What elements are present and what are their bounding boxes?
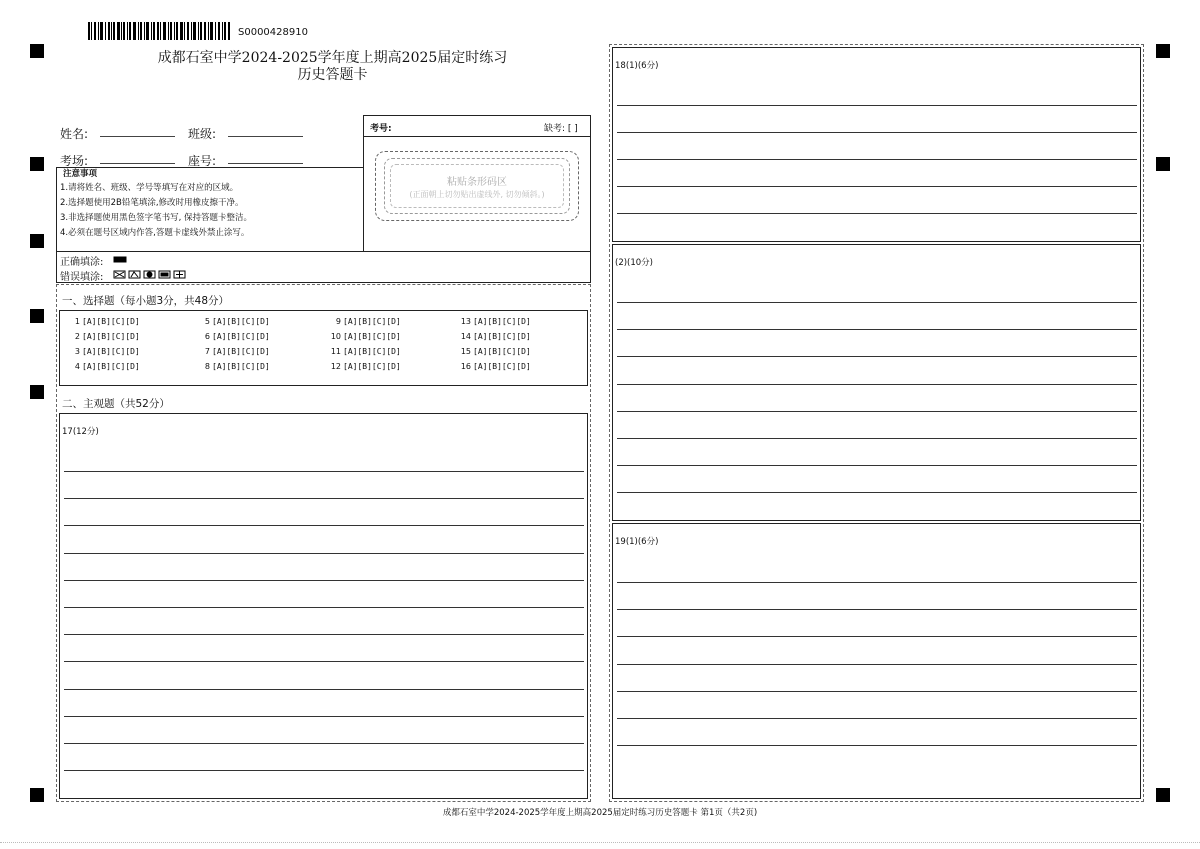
wrong-fill-label: 错误填涂: xyxy=(60,272,104,283)
exam-number-header-divider xyxy=(363,136,591,137)
answer-line[interactable] xyxy=(617,356,1137,357)
q18-1-label: 18(1)(6分) xyxy=(615,61,659,71)
registration-mark xyxy=(1156,157,1170,171)
answer-line[interactable] xyxy=(64,525,584,526)
registration-mark xyxy=(30,234,44,248)
answer-line[interactable] xyxy=(617,384,1137,385)
choice-question[interactable]: 9 [A][B][C][D] xyxy=(335,317,401,326)
answer-line[interactable] xyxy=(64,471,584,472)
choice-question[interactable]: 1 [A][B][C][D] xyxy=(74,317,140,326)
room-label: 考场: xyxy=(60,154,89,168)
answer-line[interactable] xyxy=(64,498,584,499)
choice-question[interactable]: 2 [A][B][C][D] xyxy=(74,332,140,341)
section1-title: 一、选择题（每小题3分，共48分） xyxy=(62,295,230,307)
registration-mark xyxy=(30,788,44,802)
registration-mark xyxy=(30,157,44,171)
answer-line[interactable] xyxy=(617,718,1137,719)
answer-line[interactable] xyxy=(64,743,584,744)
choice-question[interactable]: 11 [A][B][C][D] xyxy=(330,347,401,356)
answer-line[interactable] xyxy=(617,132,1137,133)
barcode-area-title: 粘贴条形码区 xyxy=(447,177,507,188)
barcode-image xyxy=(88,22,230,40)
correct-fill-icon xyxy=(113,256,127,263)
choice-question[interactable]: 16 [A][B][C][D] xyxy=(460,362,531,371)
choice-question[interactable]: 4 [A][B][C][D] xyxy=(74,362,140,371)
name-label: 姓名: xyxy=(60,127,89,141)
exam-number-label: 考号: xyxy=(370,124,392,134)
answer-line[interactable] xyxy=(64,607,584,608)
answer-line[interactable] xyxy=(64,716,584,717)
absent-checkbox[interactable]: 缺考: [ ] xyxy=(544,124,578,134)
choice-question[interactable]: 13 [A][B][C][D] xyxy=(460,317,531,326)
q19-1-label: 19(1)(6分) xyxy=(615,537,659,547)
barcode-area-note: (正面朝上切勿贴出虚线外, 切勿倾斜。) xyxy=(409,190,545,199)
answer-line[interactable] xyxy=(617,213,1137,214)
choice-question[interactable]: 8 [A][B][C][D] xyxy=(204,362,270,371)
choice-question[interactable]: 14 [A][B][C][D] xyxy=(460,332,531,341)
registration-mark xyxy=(30,385,44,399)
choice-question[interactable]: 12 [A][B][C][D] xyxy=(330,362,401,371)
wrong-fill-icons xyxy=(113,270,189,279)
barcode-number: S0000428910 xyxy=(238,27,308,38)
page-title: 成都石室中学2024-2025学年度上期高2025届定时练习 xyxy=(157,50,508,66)
answer-line[interactable] xyxy=(617,492,1137,493)
answer-line[interactable] xyxy=(617,636,1137,637)
section2-title: 二、主观题（共52分） xyxy=(62,398,170,410)
answer-line[interactable] xyxy=(617,438,1137,439)
page-subtitle: 历史答题卡 xyxy=(297,67,368,83)
notes-title: 注意事项 xyxy=(63,169,98,179)
q18-2-label: (2)(10分) xyxy=(615,258,653,268)
answer-line[interactable] xyxy=(617,411,1137,412)
room-field[interactable] xyxy=(100,163,175,164)
q18-2-answer-box[interactable] xyxy=(612,244,1141,521)
answer-line[interactable] xyxy=(617,664,1137,665)
answer-line[interactable] xyxy=(64,634,584,635)
answer-line[interactable] xyxy=(64,580,584,581)
notes-item: 3.非选择题使用黑色签字笔书写, 保持答题卡整洁。 xyxy=(60,213,253,223)
answer-line[interactable] xyxy=(617,691,1137,692)
notes-item: 2.选择题使用2B铅笔填涂,修改时用橡皮擦干净。 xyxy=(60,198,244,208)
answer-line[interactable] xyxy=(617,465,1137,466)
answer-line[interactable] xyxy=(64,689,584,690)
seat-field[interactable] xyxy=(228,163,303,164)
choice-question[interactable]: 6 [A][B][C][D] xyxy=(204,332,270,341)
q17-label: 17(12分) xyxy=(62,427,99,437)
answer-line[interactable] xyxy=(64,661,584,662)
q19-1-answer-box[interactable] xyxy=(612,523,1141,799)
registration-mark xyxy=(30,309,44,323)
choice-question[interactable]: 10 [A][B][C][D] xyxy=(330,332,401,341)
footer-divider xyxy=(0,842,1200,843)
page-footer: 成都石室中学2024-2025学年度上期高2025届定时练习历史答题卡 第1页（共2页) xyxy=(442,808,758,818)
registration-mark xyxy=(1156,44,1170,58)
notes-item: 1.请将姓名、班级、学号等填写在对应的区域。 xyxy=(60,183,239,193)
choice-question[interactable]: 7 [A][B][C][D] xyxy=(204,347,270,356)
choice-question[interactable]: 15 [A][B][C][D] xyxy=(460,347,531,356)
answer-line[interactable] xyxy=(617,159,1137,160)
registration-mark xyxy=(30,44,44,58)
class-field[interactable] xyxy=(228,136,303,137)
answer-line[interactable] xyxy=(617,302,1137,303)
notes-item: 4.必须在题号区域内作答,答题卡虚线外禁止涂写。 xyxy=(60,228,250,238)
choice-question[interactable]: 3 [A][B][C][D] xyxy=(74,347,140,356)
name-field[interactable] xyxy=(100,136,175,137)
answer-line[interactable] xyxy=(617,582,1137,583)
answer-line[interactable] xyxy=(617,745,1137,746)
seat-label: 座号: xyxy=(188,154,217,168)
answer-line[interactable] xyxy=(617,186,1137,187)
class-label: 班级: xyxy=(188,127,217,141)
answer-line[interactable] xyxy=(64,553,584,554)
answer-line[interactable] xyxy=(617,105,1137,106)
correct-fill-label: 正确填涂: xyxy=(60,257,104,268)
answer-line[interactable] xyxy=(617,609,1137,610)
registration-mark xyxy=(1156,788,1170,802)
choice-question[interactable]: 5 [A][B][C][D] xyxy=(204,317,270,326)
answer-line[interactable] xyxy=(64,770,584,771)
answer-line[interactable] xyxy=(617,329,1137,330)
